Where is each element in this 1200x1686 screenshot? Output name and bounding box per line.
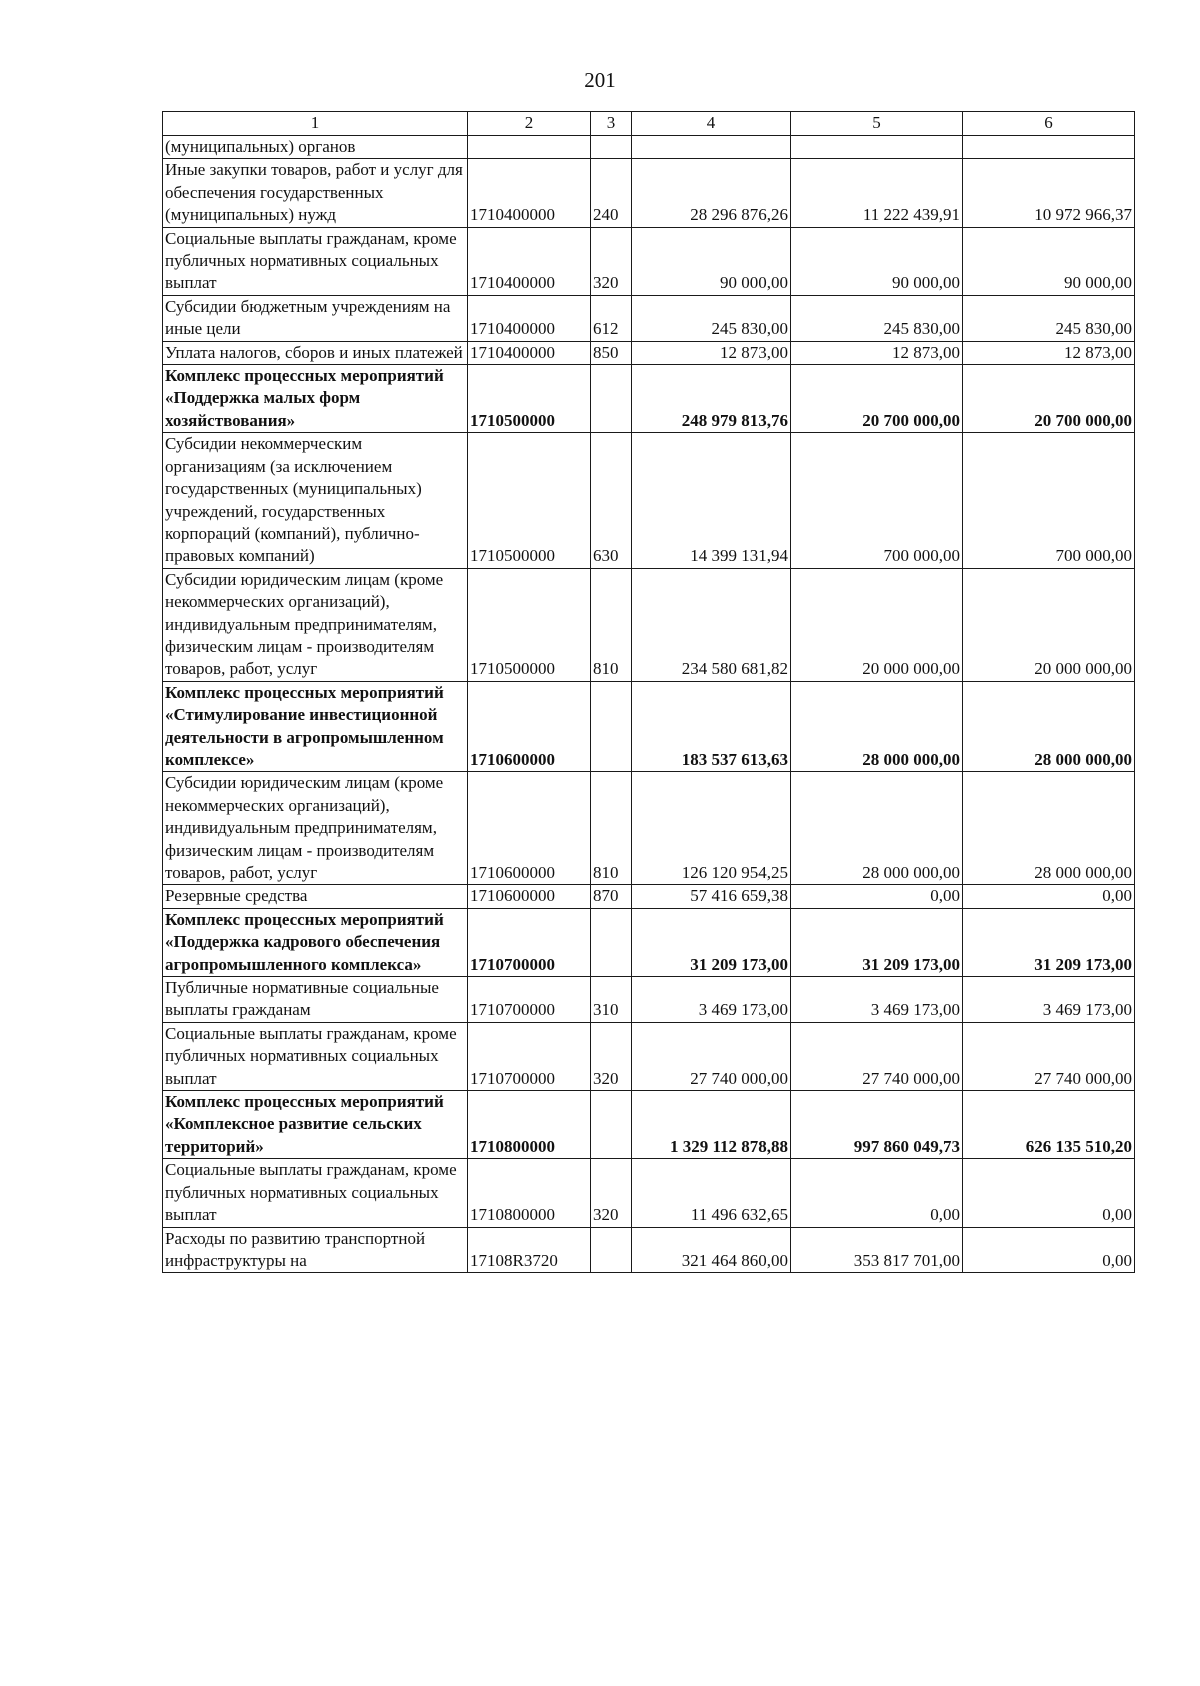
table-row — [163, 295, 1135, 341]
row-value-col4: 11 496 632,65 — [632, 1159, 791, 1227]
row-code: 1710700000 — [468, 1022, 591, 1090]
table-row — [163, 908, 1135, 976]
row-code: 1710600000 — [468, 681, 591, 772]
table-row — [163, 772, 1135, 885]
row-name: Публичные нормативные социальные выплаты гражданам — [163, 977, 468, 1023]
row-expense-type: 320 — [591, 1022, 632, 1090]
row-expense-type: 612 — [591, 295, 632, 341]
row-value-col4: 90 000,00 — [632, 227, 791, 295]
row-expense-type: 240 — [591, 159, 632, 227]
row-value-col6: 245 830,00 — [963, 295, 1135, 341]
row-expense-type: 810 — [591, 568, 632, 681]
row-code: 17108R3720 — [468, 1227, 591, 1273]
row-value-col5: 11 222 439,91 — [791, 159, 963, 227]
row-expense-type: 630 — [591, 433, 632, 568]
row-code: 1710400000 — [468, 159, 591, 227]
row-value-col6: 20 000 000,00 — [963, 568, 1135, 681]
row-expense-type — [591, 908, 632, 976]
row-value-col6: 0,00 — [963, 1159, 1135, 1227]
row-code: 1710800000 — [468, 1159, 591, 1227]
row-code: 1710400000 — [468, 227, 591, 295]
row-name: Комплекс процессных мероприятий «Комплексное развитие сельских территорий» — [163, 1091, 468, 1159]
row-name: Социальные выплаты гражданам, кроме публичных нормативных социальных выплат — [163, 1159, 468, 1227]
row-value-col4: 3 469 173,00 — [632, 977, 791, 1023]
row-value-col5: 20 700 000,00 — [791, 365, 963, 433]
row-name: Расходы по развитию транспортной инфраструктуры на — [163, 1227, 468, 1273]
row-value-col5: 27 740 000,00 — [791, 1022, 963, 1090]
column-header: 3 — [591, 112, 632, 136]
column-header: 6 — [963, 112, 1135, 136]
table-row — [163, 977, 1135, 1023]
row-value-col4: 57 416 659,38 — [632, 885, 791, 908]
row-value-col6: 3 469 173,00 — [963, 977, 1135, 1023]
row-value-col6: 90 000,00 — [963, 227, 1135, 295]
budget-table — [162, 111, 1135, 1273]
row-expense-type: 310 — [591, 977, 632, 1023]
row-value-col5 — [791, 136, 963, 159]
row-value-col4: 28 296 876,26 — [632, 159, 791, 227]
row-code: 1710600000 — [468, 772, 591, 885]
table-row — [163, 159, 1135, 227]
row-value-col4: 27 740 000,00 — [632, 1022, 791, 1090]
table-row — [163, 136, 1135, 159]
row-expense-type: 810 — [591, 772, 632, 885]
row-name: (муниципальных) органов — [163, 136, 468, 159]
row-code: 1710700000 — [468, 977, 591, 1023]
row-code: 1710500000 — [468, 568, 591, 681]
table-row — [163, 341, 1135, 364]
row-expense-type — [591, 681, 632, 772]
row-value-col6: 0,00 — [963, 885, 1135, 908]
row-value-col6: 12 873,00 — [963, 341, 1135, 364]
row-expense-type — [591, 1227, 632, 1273]
row-code: 1710400000 — [468, 295, 591, 341]
row-name: Субсидии юридическим лицам (кроме некоммерческих организаций), индивидуальным предпринимателям, физическим лицам - производителям товаров, работ, услуг — [163, 772, 468, 885]
row-name: Уплата налогов, сборов и иных платежей — [163, 341, 468, 364]
row-value-col5: 20 000 000,00 — [791, 568, 963, 681]
row-value-col4: 14 399 131,94 — [632, 433, 791, 568]
row-code — [468, 136, 591, 159]
row-value-col5: 90 000,00 — [791, 227, 963, 295]
row-value-col4: 31 209 173,00 — [632, 908, 791, 976]
row-value-col5: 0,00 — [791, 1159, 963, 1227]
row-value-col5: 0,00 — [791, 885, 963, 908]
row-name: Комплекс процессных мероприятий «Стимулирование инвестиционной деятельности в агропромышленном комплексе» — [163, 681, 468, 772]
column-header: 4 — [632, 112, 791, 136]
row-name: Социальные выплаты гражданам, кроме публичных нормативных социальных выплат — [163, 1022, 468, 1090]
row-code: 1710500000 — [468, 365, 591, 433]
row-expense-type: 850 — [591, 341, 632, 364]
row-expense-type: 320 — [591, 1159, 632, 1227]
row-name: Резервные средства — [163, 885, 468, 908]
table-row — [163, 227, 1135, 295]
row-expense-type: 320 — [591, 227, 632, 295]
column-header: 5 — [791, 112, 963, 136]
row-code: 1710700000 — [468, 908, 591, 976]
table-row — [163, 365, 1135, 433]
row-value-col6: 28 000 000,00 — [963, 681, 1135, 772]
row-value-col5: 700 000,00 — [791, 433, 963, 568]
row-name: Субсидии некоммерческим организациям (за исключением государственных (муниципальных) учреждений, государственных корпораций (компаний), публично-правовых компаний) — [163, 433, 468, 568]
table-row — [163, 885, 1135, 908]
table-row — [163, 1227, 1135, 1273]
table-row — [163, 1091, 1135, 1159]
table-row — [163, 681, 1135, 772]
row-value-col5: 353 817 701,00 — [791, 1227, 963, 1273]
row-value-col6: 27 740 000,00 — [963, 1022, 1135, 1090]
row-value-col4: 183 537 613,63 — [632, 681, 791, 772]
row-value-col5: 28 000 000,00 — [791, 772, 963, 885]
row-code: 1710800000 — [468, 1091, 591, 1159]
table-row — [163, 568, 1135, 681]
row-value-col4 — [632, 136, 791, 159]
row-code: 1710500000 — [468, 433, 591, 568]
row-value-col5: 28 000 000,00 — [791, 681, 963, 772]
column-header: 1 — [163, 112, 468, 136]
row-code: 1710600000 — [468, 885, 591, 908]
row-name: Иные закупки товаров, работ и услуг для обеспечения государственных (муниципальных) нужд — [163, 159, 468, 227]
row-value-col4: 248 979 813,76 — [632, 365, 791, 433]
page-number: 201 — [584, 68, 616, 92]
row-name: Субсидии юридическим лицам (кроме некоммерческих организаций), индивидуальным предпринимателям, физическим лицам - производителям товаров, работ, услуг — [163, 568, 468, 681]
row-value-col4: 245 830,00 — [632, 295, 791, 341]
row-value-col4: 126 120 954,25 — [632, 772, 791, 885]
row-value-col6: 10 972 966,37 — [963, 159, 1135, 227]
row-value-col5: 12 873,00 — [791, 341, 963, 364]
row-value-col6 — [963, 136, 1135, 159]
row-expense-type: 870 — [591, 885, 632, 908]
row-value-col4: 321 464 860,00 — [632, 1227, 791, 1273]
row-value-col6: 20 700 000,00 — [963, 365, 1135, 433]
column-header: 2 — [468, 112, 591, 136]
row-expense-type — [591, 1091, 632, 1159]
row-code: 1710400000 — [468, 341, 591, 364]
table-body — [163, 136, 1135, 1273]
row-value-col5: 31 209 173,00 — [791, 908, 963, 976]
row-value-col6: 31 209 173,00 — [963, 908, 1135, 976]
table-row — [163, 1159, 1135, 1227]
row-value-col6: 28 000 000,00 — [963, 772, 1135, 885]
row-name: Социальные выплаты гражданам, кроме публичных нормативных социальных выплат — [163, 227, 468, 295]
row-value-col6: 626 135 510,20 — [963, 1091, 1135, 1159]
row-value-col4: 234 580 681,82 — [632, 568, 791, 681]
row-value-col5: 997 860 049,73 — [791, 1091, 963, 1159]
row-value-col5: 245 830,00 — [791, 295, 963, 341]
table-row — [163, 1022, 1135, 1090]
row-name: Комплекс процессных мероприятий «Поддержка кадрового обеспечения агропромышленного комплекса» — [163, 908, 468, 976]
row-value-col6: 0,00 — [963, 1227, 1135, 1273]
row-value-col4: 12 873,00 — [632, 341, 791, 364]
row-value-col6: 700 000,00 — [963, 433, 1135, 568]
row-name: Субсидии бюджетным учреждениям на иные цели — [163, 295, 468, 341]
row-expense-type — [591, 365, 632, 433]
row-value-col5: 3 469 173,00 — [791, 977, 963, 1023]
row-expense-type — [591, 136, 632, 159]
table-row — [163, 433, 1135, 568]
row-value-col4: 1 329 112 878,88 — [632, 1091, 791, 1159]
row-name: Комплекс процессных мероприятий «Поддержка малых форм хозяйствования» — [163, 365, 468, 433]
header-row — [163, 112, 1135, 136]
